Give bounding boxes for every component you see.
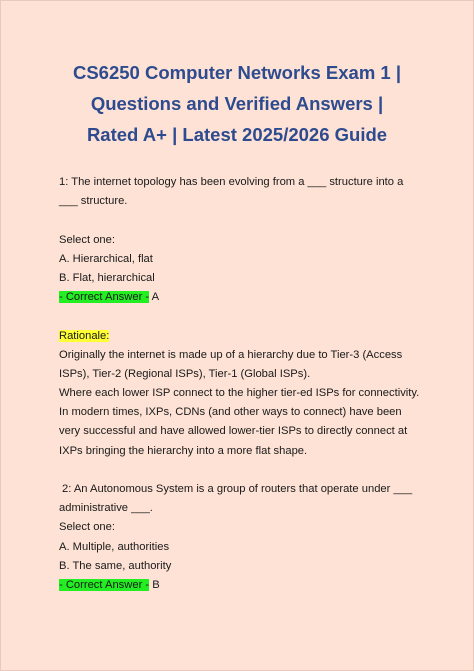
title-line: Questions and Verified Answers | [90,93,384,114]
rationale-text: Where each lower ISP connect to the higher tier-ed ISPs for connectivity. [59,387,420,400]
correct-answer-label: - Correct Answer - [59,578,150,591]
question-2 [59,480,459,595]
rationale-text: very successful and have allowed lower-tier ISPs to directly connect at [59,425,408,438]
select-one-label: Select one: [59,233,115,246]
rationale-text: IXPs bringing the hierarchy into a more flat shape. [59,444,308,457]
question-text: administrative ___. [59,502,153,515]
title-line: CS6250 Computer Networks Exam 1 | [72,62,402,83]
question-text: 2: An Autonomous System is a group of routers that operate under ___ [62,483,413,495]
document-body [59,173,459,595]
rationale-label: Rationale: [59,329,110,342]
option-b: B. The same, authority [59,559,172,572]
correct-answer-value: B [149,578,160,591]
correct-answer [59,288,459,307]
question-text: 1: The internet topology has been evolving from a ___ structure into a [59,176,404,188]
title-line: Rated A+ | Latest 2025/2026 Guide [86,124,388,145]
option-a: A. Multiple, authorities [59,540,170,553]
correct-answer-value: A [149,291,160,304]
rationale-text: Originally the internet is made up of a hierarchy due to Tier-3 (Access [59,348,403,361]
option-b: B. Flat, hierarchical [59,271,155,284]
select-one-label: Select one: [59,521,115,534]
option-a: A. Hierarchical, flat [59,252,153,265]
rationale-heading [59,327,459,346]
rationale-text: ISPs), Tier-2 (Regional ISPs), Tier-1 (Global ISPs). [59,367,311,380]
question-text: ___ structure. [59,195,128,208]
correct-answer-label: - Correct Answer - [59,291,150,304]
rationale-text: In modern times, IXPs, CDNs (and other ways to connect) have been [59,406,402,419]
document-title [21,57,453,150]
question-1 [59,173,459,461]
correct-answer [59,576,459,595]
